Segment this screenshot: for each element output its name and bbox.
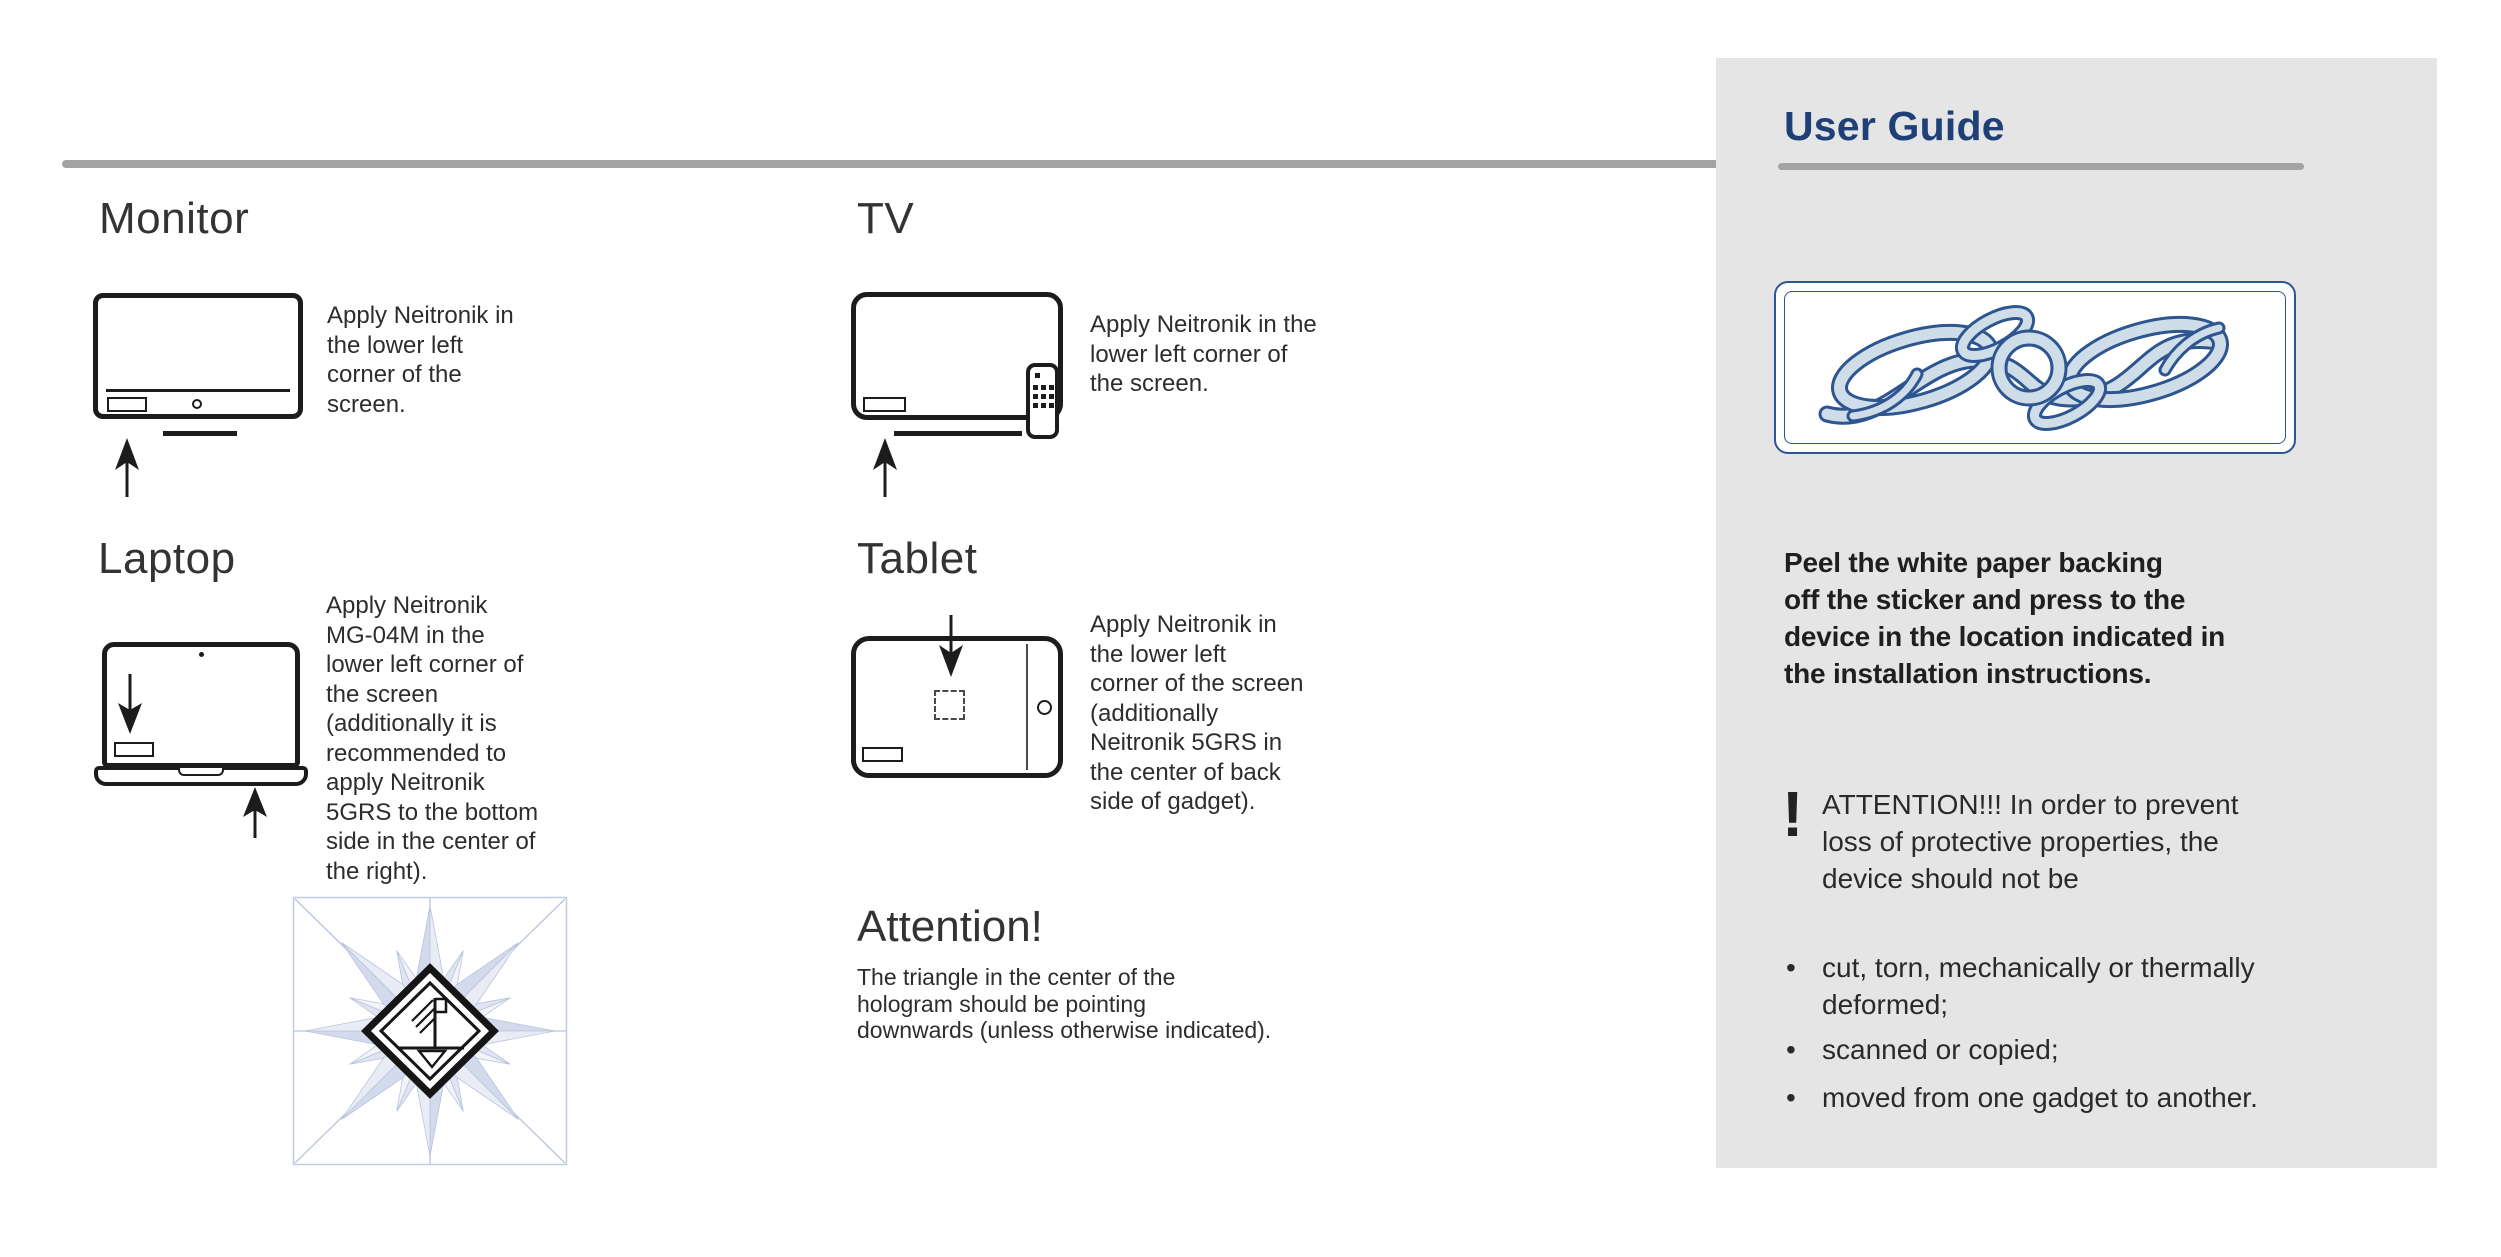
- sticker-location-rect: [114, 742, 154, 757]
- down-arrow-icon: [117, 673, 143, 735]
- tablet-edge-line: [1026, 644, 1028, 770]
- bullet-text: cut, torn, mechanically or thermally deformed;: [1822, 952, 2255, 1020]
- power-button-icon: [192, 399, 202, 409]
- monitor-diagram: [93, 293, 303, 419]
- bullet-item: [1786, 949, 2306, 1023]
- tv-heading: TV: [857, 194, 915, 243]
- sticker-location-rect: [862, 747, 903, 762]
- remote-button: [1041, 385, 1046, 390]
- peel-instruction: Peel the white paper backing off the sticker and press to the device in the location indicated in the installation instructions.: [1784, 547, 2226, 689]
- webcam-dot: [199, 652, 204, 657]
- user-guide-title: User Guide: [1784, 103, 2005, 149]
- home-button-icon: [1037, 700, 1052, 715]
- remote-control-icon: [1026, 363, 1059, 439]
- attention-heading: Attention!: [857, 902, 1043, 951]
- down-arrow-icon: [938, 614, 964, 678]
- bullet-text: scanned or copied;: [1822, 1034, 2059, 1065]
- top-divider-line: [62, 160, 1722, 168]
- bullet-text: moved from one gadget to another.: [1822, 1082, 2258, 1113]
- knot-ornament-icon: [1815, 298, 2255, 438]
- tablet-heading: Tablet: [857, 534, 978, 583]
- remote-button: [1049, 394, 1054, 399]
- tv-description: Apply Neitronik in the lower left corner of the screen.: [1090, 311, 1317, 397]
- back-sticker-outline: [934, 690, 965, 720]
- remote-button: [1041, 394, 1046, 399]
- warning-text: ATTENTION!!! In order to prevent loss of protective properties, the device should not be: [1822, 789, 2239, 894]
- monitor-bezel-line: [106, 389, 290, 392]
- laptop-heading: Laptop: [98, 534, 236, 583]
- sticker-image: [1774, 281, 2296, 454]
- remote-button: [1041, 403, 1046, 408]
- bullet-item: [1786, 1079, 2306, 1116]
- up-arrow-icon: [114, 437, 140, 498]
- bullet-dot: •: [1786, 1082, 1796, 1113]
- bullet-item: [1786, 1031, 2306, 1068]
- tv-stand: [894, 431, 1022, 436]
- bullet-dot: •: [1786, 952, 1796, 983]
- sticker-location-rect: [107, 397, 147, 412]
- monitor-heading: Monitor: [99, 194, 250, 243]
- bullet-dot: •: [1786, 1034, 1796, 1065]
- attention-text: The triangle in the center of the hologram should be pointing downwards (unless otherwise indicated).: [857, 964, 1272, 1043]
- panel-divider-line: [1778, 163, 2304, 170]
- remote-button: [1033, 385, 1038, 390]
- laptop-base: [94, 766, 308, 786]
- laptop-description: Apply Neitronik MG-04M in the lower left corner of the screen (additionally it is recommended to apply Neitronik 5GRS to the bottom side in the center of the right).: [326, 592, 539, 885]
- remote-button: [1033, 394, 1038, 399]
- tablet-description: Apply Neitronik in the lower left corner of the screen (additionally Neitronik 5GRS in the center of back side of gadget).: [1090, 611, 1304, 815]
- warning-exclamation-icon: !: [1782, 778, 1804, 850]
- sticker-inner-frame: [1784, 291, 2286, 444]
- laptop-latch-notch: [178, 768, 224, 776]
- up-arrow-icon: [242, 786, 268, 839]
- remote-button: [1049, 385, 1054, 390]
- hologram-image: [292, 896, 568, 1166]
- sticker-location-rect: [863, 397, 906, 412]
- up-arrow-icon: [872, 437, 898, 498]
- monitor-stand: [163, 431, 237, 436]
- remote-button: [1033, 403, 1038, 408]
- user-guide-panel: [1716, 58, 2437, 1168]
- remote-button: [1049, 403, 1054, 408]
- laptop-diagram: [102, 642, 300, 768]
- monitor-description: Apply Neitronik in the lower left corner of the screen.: [327, 302, 514, 418]
- remote-button: [1035, 373, 1040, 378]
